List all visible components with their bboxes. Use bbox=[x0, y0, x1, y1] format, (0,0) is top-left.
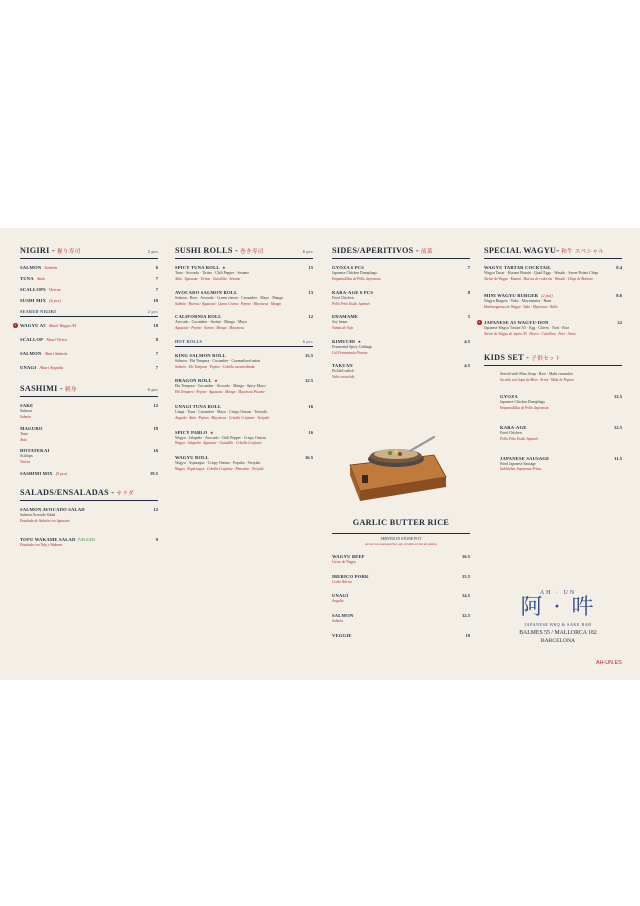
rice-list bbox=[332, 554, 470, 638]
info-badge: 1 bbox=[478, 320, 481, 325]
menu-item-row bbox=[484, 265, 622, 270]
menu-item bbox=[332, 290, 470, 307]
menu-item bbox=[332, 314, 470, 331]
menu-item bbox=[175, 404, 313, 421]
section-title: NIGIRI - bbox=[20, 246, 55, 255]
item-price: 18 bbox=[153, 323, 158, 328]
item-price: 12.5 bbox=[304, 378, 313, 384]
menu-item bbox=[20, 265, 158, 270]
item-name: SAKE bbox=[20, 403, 34, 408]
menu-item-row bbox=[20, 471, 158, 476]
item-description-es: Salmón · Huevas · Aguacate · Queso Crema · Pepino · Mayonesa · Mango bbox=[175, 301, 282, 306]
item-alt-name: (2 pcs) bbox=[541, 292, 553, 298]
menu-item bbox=[332, 265, 470, 282]
brand-logo bbox=[498, 590, 618, 644]
menu-item-row bbox=[332, 290, 470, 295]
salads-header bbox=[20, 488, 158, 501]
item-description: Wagyu Tartar · Kizami Wasabi · Quail Eggs · Wasabi · Sweet Potato Chips bbox=[484, 271, 599, 275]
item-name: SALMON bbox=[20, 351, 42, 356]
kids-header bbox=[484, 353, 622, 366]
item-description-es: Atún · Aguacate · Tiritas · Guindilla · Sésamo bbox=[175, 276, 241, 281]
item-alt-name: (6 pcs) bbox=[49, 298, 61, 303]
menu-item-row bbox=[20, 276, 158, 281]
menu-item-row bbox=[20, 426, 158, 431]
menu-item bbox=[20, 403, 158, 420]
menu-item bbox=[332, 363, 470, 380]
item-name: UNAGI bbox=[332, 593, 349, 599]
item-description-es: Anguila · Atún · Pepino · Mayonesa · Cebolla Crujiente · Teriyaki bbox=[175, 415, 270, 420]
item-price: 15 bbox=[308, 265, 313, 270]
subsection-unit: 6 pcs bbox=[302, 338, 313, 344]
menu-item-row bbox=[20, 351, 158, 356]
seared-nigiri-list bbox=[14, 323, 158, 370]
item-price: 15.5 bbox=[461, 573, 470, 579]
menu-item-row bbox=[20, 323, 158, 328]
section-title: SASHIMI - bbox=[20, 384, 63, 393]
section-unit: 6 pcs bbox=[302, 249, 313, 254]
item-price: 9 bbox=[155, 537, 158, 543]
kids-intro-text: Served with Miso Soup · Rice · Maki cucumber bbox=[500, 371, 573, 376]
menu-item-row bbox=[332, 574, 470, 579]
sides-list bbox=[332, 265, 470, 380]
item-description: Wagyu · Jalapeño · Avocado · Chili Pepper · Crispy Onions bbox=[175, 435, 266, 440]
item-price: 12 bbox=[153, 506, 158, 512]
menu-item-row bbox=[175, 455, 313, 460]
website-link[interactable]: AH-UN.ES bbox=[596, 660, 622, 666]
menu-item-row bbox=[332, 593, 470, 598]
menu-item bbox=[332, 613, 470, 624]
kids-list bbox=[484, 394, 622, 472]
item-description: Japanese Chicken Dumplings bbox=[332, 271, 377, 275]
item-alt-name: Aburi Salmón bbox=[44, 351, 68, 356]
menu-item-row bbox=[500, 456, 622, 461]
item-price: 7 bbox=[155, 287, 158, 292]
wagyu-list bbox=[478, 265, 622, 337]
item-description-es: Salmón · Ebi Tempura · Pepino · Cebolla caramelizada bbox=[175, 364, 255, 369]
item-alt-name: Aburi Anguila bbox=[39, 365, 64, 370]
menu-item bbox=[175, 430, 313, 447]
menu-item bbox=[175, 378, 313, 395]
item-description: Avocado · Cucumber · Surimi · Mango · Mayo bbox=[175, 320, 247, 325]
item-name: JAPANESE SAUSAGE bbox=[500, 455, 550, 461]
menu-item bbox=[175, 265, 313, 282]
item-price: 8.6 bbox=[616, 292, 622, 298]
item-description: Fried Japanese Sausage bbox=[500, 461, 536, 466]
item-name: SASHIMI MIX bbox=[20, 470, 53, 476]
item-description-es: Atún bbox=[20, 437, 27, 442]
kids-intro bbox=[484, 372, 622, 383]
item-description-es: Aguacate · Pepino · Surimi · Mango · Mayonesa bbox=[175, 326, 245, 331]
menu-item bbox=[500, 425, 622, 442]
item-name: TOFU WAKAME SALAD bbox=[20, 537, 76, 543]
menu-item-row bbox=[175, 404, 313, 409]
item-name: EDAMAME bbox=[332, 314, 359, 320]
item-price: 4.5 bbox=[464, 363, 470, 369]
menu-item-row bbox=[332, 314, 470, 319]
section-title-jp: 握り寿司 bbox=[56, 249, 81, 255]
item-price: 22 bbox=[617, 320, 622, 326]
menu-item bbox=[20, 337, 158, 342]
item-name: GYOZA bbox=[500, 394, 518, 400]
item-name: MINI WAGYU BURGER bbox=[484, 292, 539, 298]
column-sides-rice bbox=[332, 246, 470, 388]
item-description: Soy beans bbox=[332, 320, 348, 325]
item-name: JAPANESE A5 WAGYU-DON bbox=[484, 320, 549, 326]
item-alt-name: Atún bbox=[36, 276, 45, 281]
item-price: 14.5 bbox=[461, 593, 470, 599]
item-name: KIMUCHI bbox=[332, 338, 356, 344]
item-price: 10 bbox=[465, 632, 470, 638]
item-description: Salmon bbox=[20, 409, 32, 413]
nigiri-header bbox=[20, 246, 158, 259]
rice-subtitle: SERVED IN STONE POT bbox=[380, 537, 422, 541]
spicy-icon: ♠ bbox=[222, 265, 226, 270]
item-description-es: Vainas de Soja bbox=[332, 326, 354, 331]
item-description-es: Empanadillas de Pollo Japonesas bbox=[500, 406, 549, 411]
item-description-es: Salchichas Japonesas Fritas bbox=[500, 467, 542, 472]
item-description-es: Ebi Tempura · Pepino · Aguacate · Mango · Mayonesa Picante bbox=[175, 390, 265, 395]
rule bbox=[332, 533, 470, 534]
item-description-es: Tartar de Wagyu · Kizami · Huevos de codorniz · Wasabi · Chips de Boniato bbox=[484, 276, 593, 281]
spicy-icon: ♠ bbox=[358, 338, 361, 344]
menu-item bbox=[332, 593, 470, 604]
item-price: 6 bbox=[155, 265, 158, 270]
stone-pot-illustration bbox=[338, 425, 458, 505]
menu-item bbox=[332, 339, 470, 356]
garlic-rice-section bbox=[332, 518, 470, 647]
menu-item-row bbox=[484, 293, 622, 298]
item-price: 7 bbox=[155, 276, 158, 281]
menu-item bbox=[332, 633, 470, 638]
spicy-icon: ♠ bbox=[214, 378, 218, 384]
menu-item-row bbox=[20, 507, 158, 512]
item-description-es: Cerdo Ibérico bbox=[332, 579, 353, 584]
item-name: SALMON bbox=[20, 265, 42, 270]
menu-item-row bbox=[332, 613, 470, 618]
item-name: SPICY PABLO bbox=[175, 429, 208, 435]
item-price: 12.5 bbox=[461, 613, 470, 619]
item-description-es: Hamburguesas de Wagyu · Yuko · Mayonesa · Bollo bbox=[484, 304, 558, 309]
item-name: WAGYU A5 bbox=[20, 323, 46, 328]
item-price: 4.5 bbox=[464, 338, 470, 344]
brand-city: BARCELONA bbox=[540, 638, 576, 645]
section-title: GARLIC BUTTER RICE bbox=[352, 518, 450, 527]
hot-rolls-header bbox=[175, 339, 313, 347]
item-alt-name: Vieiras bbox=[48, 287, 61, 292]
info-badge: 1 bbox=[14, 323, 17, 327]
menu-item bbox=[20, 276, 158, 281]
item-price: 16.5 bbox=[461, 554, 470, 559]
item-name: SALMON bbox=[332, 613, 354, 619]
item-price: 7 bbox=[467, 265, 470, 270]
item-name: DRAGON ROLL bbox=[175, 378, 212, 384]
menu-item bbox=[484, 293, 622, 310]
kids-intro-text-es: Servido con Sopa de Miso · Arroz · Maki de Pepino bbox=[500, 377, 574, 382]
hot-rolls-list bbox=[175, 353, 313, 472]
item-name: IBERICO PORK bbox=[332, 573, 369, 579]
rolls-list bbox=[175, 265, 313, 331]
section-title: SUSHI ROLLS - bbox=[175, 246, 239, 255]
item-description-es: Tartar de Wagyu de Japón A5 · Huevo · Cebollino · Nori · Arroz bbox=[484, 332, 576, 337]
menu-item bbox=[500, 394, 622, 411]
rice-header bbox=[332, 518, 470, 530]
menu-item bbox=[175, 353, 313, 370]
menu-item bbox=[20, 448, 158, 465]
wagyu-header bbox=[484, 246, 622, 259]
menu-item-row bbox=[332, 363, 470, 368]
item-description: Fried Chicken bbox=[332, 295, 354, 300]
item-description-es: Carne de Wagyu bbox=[332, 560, 356, 564]
item-price: 16 bbox=[153, 448, 158, 454]
item-name: AVOCADO SALMON ROLL bbox=[175, 289, 238, 295]
item-price: 8 bbox=[155, 337, 158, 342]
item-price: 12 bbox=[153, 403, 158, 408]
brand-kanji: 阿 · 吽 bbox=[520, 595, 596, 620]
item-description-es: Pollo Frito Estilo Japonés bbox=[500, 436, 539, 441]
menu-item-row bbox=[175, 378, 313, 383]
menu-item bbox=[20, 351, 158, 356]
section-title-jp: 刺身 bbox=[64, 387, 77, 393]
item-price: 7 bbox=[155, 365, 158, 370]
brand-address: BALMES 55 / MALLORCA 182 bbox=[519, 630, 597, 637]
column-rolls bbox=[175, 246, 313, 481]
item-description: Salmon · Roes · Avocado · Cream cheese · Cucumber · Mayo · Mango bbox=[175, 295, 284, 300]
menu-item bbox=[20, 537, 158, 548]
menu-item bbox=[332, 554, 470, 565]
item-name: TAKUAN bbox=[332, 363, 353, 369]
item-name: KARA-AGE bbox=[500, 424, 527, 430]
sides-header bbox=[332, 246, 470, 259]
menu-item-row bbox=[20, 403, 158, 408]
item-description-es: Wagyu · Espárragos · Cebolla Crujiente · Pimentón · Teriyaki bbox=[175, 467, 264, 472]
item-description-es: Anguila bbox=[332, 599, 344, 604]
item-price: 12.5 bbox=[613, 424, 622, 430]
menu-item-row bbox=[332, 339, 470, 344]
item-price: 8 bbox=[467, 289, 470, 295]
nigiri-list bbox=[20, 265, 158, 303]
item-description: Ebi Tempura · Cucumber · Avocado · Mango · Spicy Mayo bbox=[175, 384, 266, 389]
item-price: 18 bbox=[153, 425, 158, 431]
item-name: SALMON AVOCADO SALAD bbox=[20, 506, 85, 512]
menu-item-row bbox=[484, 320, 622, 325]
item-name: SUSHI MIX bbox=[20, 298, 47, 303]
item-name: KING SALMON ROLL bbox=[175, 352, 226, 358]
item-description: Tuna bbox=[20, 431, 28, 436]
section-title: SALADS/ENSALADAS - bbox=[20, 487, 115, 497]
item-price: 11.5 bbox=[614, 455, 622, 461]
spicy-icon: ♠ bbox=[210, 429, 213, 435]
menu-item-row bbox=[20, 448, 158, 453]
item-name: MAGURO bbox=[20, 425, 43, 431]
item-alt-name: Aburi Wagyu A5 bbox=[48, 323, 77, 328]
section-title-jp: 子供セット bbox=[531, 355, 561, 362]
item-alt-name: Salmón bbox=[44, 265, 57, 270]
sashimi-header bbox=[20, 384, 158, 397]
item-name: TUNA bbox=[20, 276, 34, 281]
item-description-es: Salmón bbox=[332, 619, 343, 624]
section-title: SIDES/APERITIVOS - bbox=[332, 246, 419, 255]
item-name: KARA-AGE 6 PCS bbox=[332, 289, 374, 295]
menu-item-row bbox=[175, 290, 313, 295]
item-description-es: Ensalada con Tofu y Wakame bbox=[20, 543, 63, 548]
item-description: Japanese Chicken Dumplings bbox=[500, 400, 545, 405]
menu-item-row bbox=[20, 337, 158, 342]
menu-item bbox=[20, 426, 158, 443]
menu-item bbox=[20, 471, 158, 476]
item-name: WAGYU TARTAR COCKTAIL bbox=[484, 265, 552, 270]
menu-item bbox=[20, 365, 158, 370]
salads-list bbox=[20, 507, 158, 548]
rolls-header bbox=[175, 246, 313, 259]
item-price: 16 bbox=[308, 429, 313, 435]
item-price: 12 bbox=[308, 314, 313, 320]
menu-item bbox=[20, 298, 158, 303]
menu-item-row bbox=[332, 265, 470, 270]
menu-item bbox=[175, 314, 313, 331]
item-name: UNAGI TUNA ROLL bbox=[175, 403, 222, 409]
item-description: Wagyu Burgers · Yuko · Mayonnaise · Buns bbox=[484, 298, 552, 303]
column-nigiri-sashimi bbox=[14, 246, 158, 562]
menu-item-row bbox=[175, 265, 313, 270]
item-description: Fermented Spicy Cabbage bbox=[332, 344, 373, 349]
subsection-unit: 2 pcs bbox=[147, 309, 158, 314]
item-description: Scallops bbox=[20, 454, 33, 459]
menu-item-row bbox=[20, 265, 158, 270]
menu-item-row bbox=[175, 353, 313, 358]
item-description-es: Wagyu · Jalapeño · Aguacate · Guindilla · Cebolla Crujiente bbox=[175, 441, 262, 446]
menu-item-row bbox=[20, 365, 158, 370]
item-description-es: Salmón bbox=[20, 414, 31, 419]
item-name: UNAGI bbox=[20, 365, 37, 370]
brand-tagline: JAPANESE BBQ & SAKE BAR bbox=[524, 622, 592, 628]
section-title-jp: サラダ bbox=[116, 490, 134, 497]
item-alt-name: (9 pcs) bbox=[55, 470, 68, 476]
veggie-tag: (VEGGIE) bbox=[77, 537, 96, 543]
item-description-es: Empanadillas de Pollo Japonesas bbox=[332, 276, 381, 281]
sashimi-list bbox=[20, 403, 158, 476]
item-price: 16.5 bbox=[304, 455, 313, 461]
item-alt-name: Aburi Vieira bbox=[46, 337, 67, 342]
item-price: 10 bbox=[153, 298, 158, 303]
item-description-es: Ensalada de Salmón con Aguacate bbox=[20, 518, 71, 523]
menu-item-row bbox=[500, 394, 622, 399]
menu-item bbox=[14, 323, 158, 328]
item-description-es: Pollo Frito Estilo Japonés bbox=[332, 301, 371, 306]
item-description: Japanese Wagyu Tartare A5 · Egg · Chives · Nori · Rice bbox=[484, 326, 570, 331]
item-price: 5 bbox=[467, 314, 470, 320]
item-name: VEGGIE bbox=[332, 632, 352, 638]
section-unit: 6 pcs bbox=[147, 387, 158, 392]
item-name: SPICY TUNA ROLL bbox=[175, 265, 220, 270]
menu-item bbox=[20, 287, 158, 292]
menu-item bbox=[175, 290, 313, 307]
rice-subtitle-es: Arroz con mantequilla y ajo servido en bol de piedra bbox=[365, 542, 437, 546]
section-title-jp: 前菜 bbox=[420, 249, 433, 255]
item-description: Wagyu · Asparagus · Crispy Onions · Paprika · Teriyaki bbox=[175, 461, 261, 466]
subsection-title: SEARED NIGIRI bbox=[20, 309, 57, 314]
item-description: Salmon Avocado Salad bbox=[20, 512, 56, 517]
item-description-es: Nabo encurtido bbox=[332, 375, 355, 380]
item-name: HOTATEKAI bbox=[20, 448, 50, 454]
menu-item-row bbox=[20, 298, 158, 303]
menu-item-row bbox=[332, 633, 470, 638]
menu-item-row bbox=[500, 425, 622, 430]
item-name: WAGYU BEEF bbox=[332, 554, 365, 559]
menu-item-row bbox=[175, 430, 313, 435]
section-title: KIDS SET - bbox=[484, 352, 530, 362]
item-description-es: Vieiras bbox=[20, 460, 31, 465]
menu-item-row bbox=[332, 554, 470, 559]
item-price: 15.5 bbox=[304, 352, 313, 358]
menu-item-row bbox=[175, 314, 313, 319]
menu-item bbox=[175, 455, 313, 472]
brand-romaji: AH · UN bbox=[539, 590, 577, 596]
menu-item-row bbox=[20, 537, 158, 542]
section-title-jp: 巻き寿司 bbox=[240, 249, 264, 255]
menu-item bbox=[332, 574, 470, 585]
menu-item bbox=[478, 320, 622, 337]
menu-item-row bbox=[20, 287, 158, 292]
menu-item bbox=[500, 456, 622, 473]
item-description: Pickled radish bbox=[332, 369, 354, 374]
item-description: Fried Chicken bbox=[500, 430, 522, 435]
menu-item bbox=[20, 507, 158, 524]
item-name: WAGYU ROLL bbox=[175, 455, 209, 461]
item-description-es: Col Fermentada Picante bbox=[332, 350, 368, 355]
seared-nigiri-header bbox=[20, 309, 158, 317]
item-description: Salmon · Ebi Tempura · Cucumber · Caramelized onion bbox=[175, 358, 261, 363]
item-name: GYOZA 6 PCS bbox=[332, 265, 365, 270]
column-wagyu-kids bbox=[478, 246, 622, 486]
item-name: SCALLOP bbox=[20, 337, 44, 342]
item-price: 16 bbox=[308, 403, 313, 409]
item-name: CALIFORNIA ROLL bbox=[175, 314, 222, 320]
item-name: SCALLOPS bbox=[20, 287, 46, 292]
item-description: Unagi · Tuna · Cucumber · Mayo · Crispy Onions · Teriyaki bbox=[175, 409, 267, 414]
menu-item bbox=[484, 265, 622, 282]
item-price: 8.4 bbox=[616, 265, 622, 270]
item-price: 12.5 bbox=[613, 394, 622, 400]
item-price: 7 bbox=[155, 351, 158, 356]
section-unit: 2 pcs bbox=[147, 249, 158, 254]
item-description: Tuna · Avocado · Tiritas · Chili Pepper · Sesame bbox=[175, 271, 249, 275]
item-price: 13 bbox=[308, 289, 313, 295]
subsection-title: HOT ROLLS bbox=[175, 338, 203, 344]
section-title: SPECIAL WAGYU- bbox=[484, 246, 560, 255]
item-price: 19.5 bbox=[149, 470, 158, 476]
section-title-jp: 和牛 スペシャル bbox=[561, 249, 605, 255]
